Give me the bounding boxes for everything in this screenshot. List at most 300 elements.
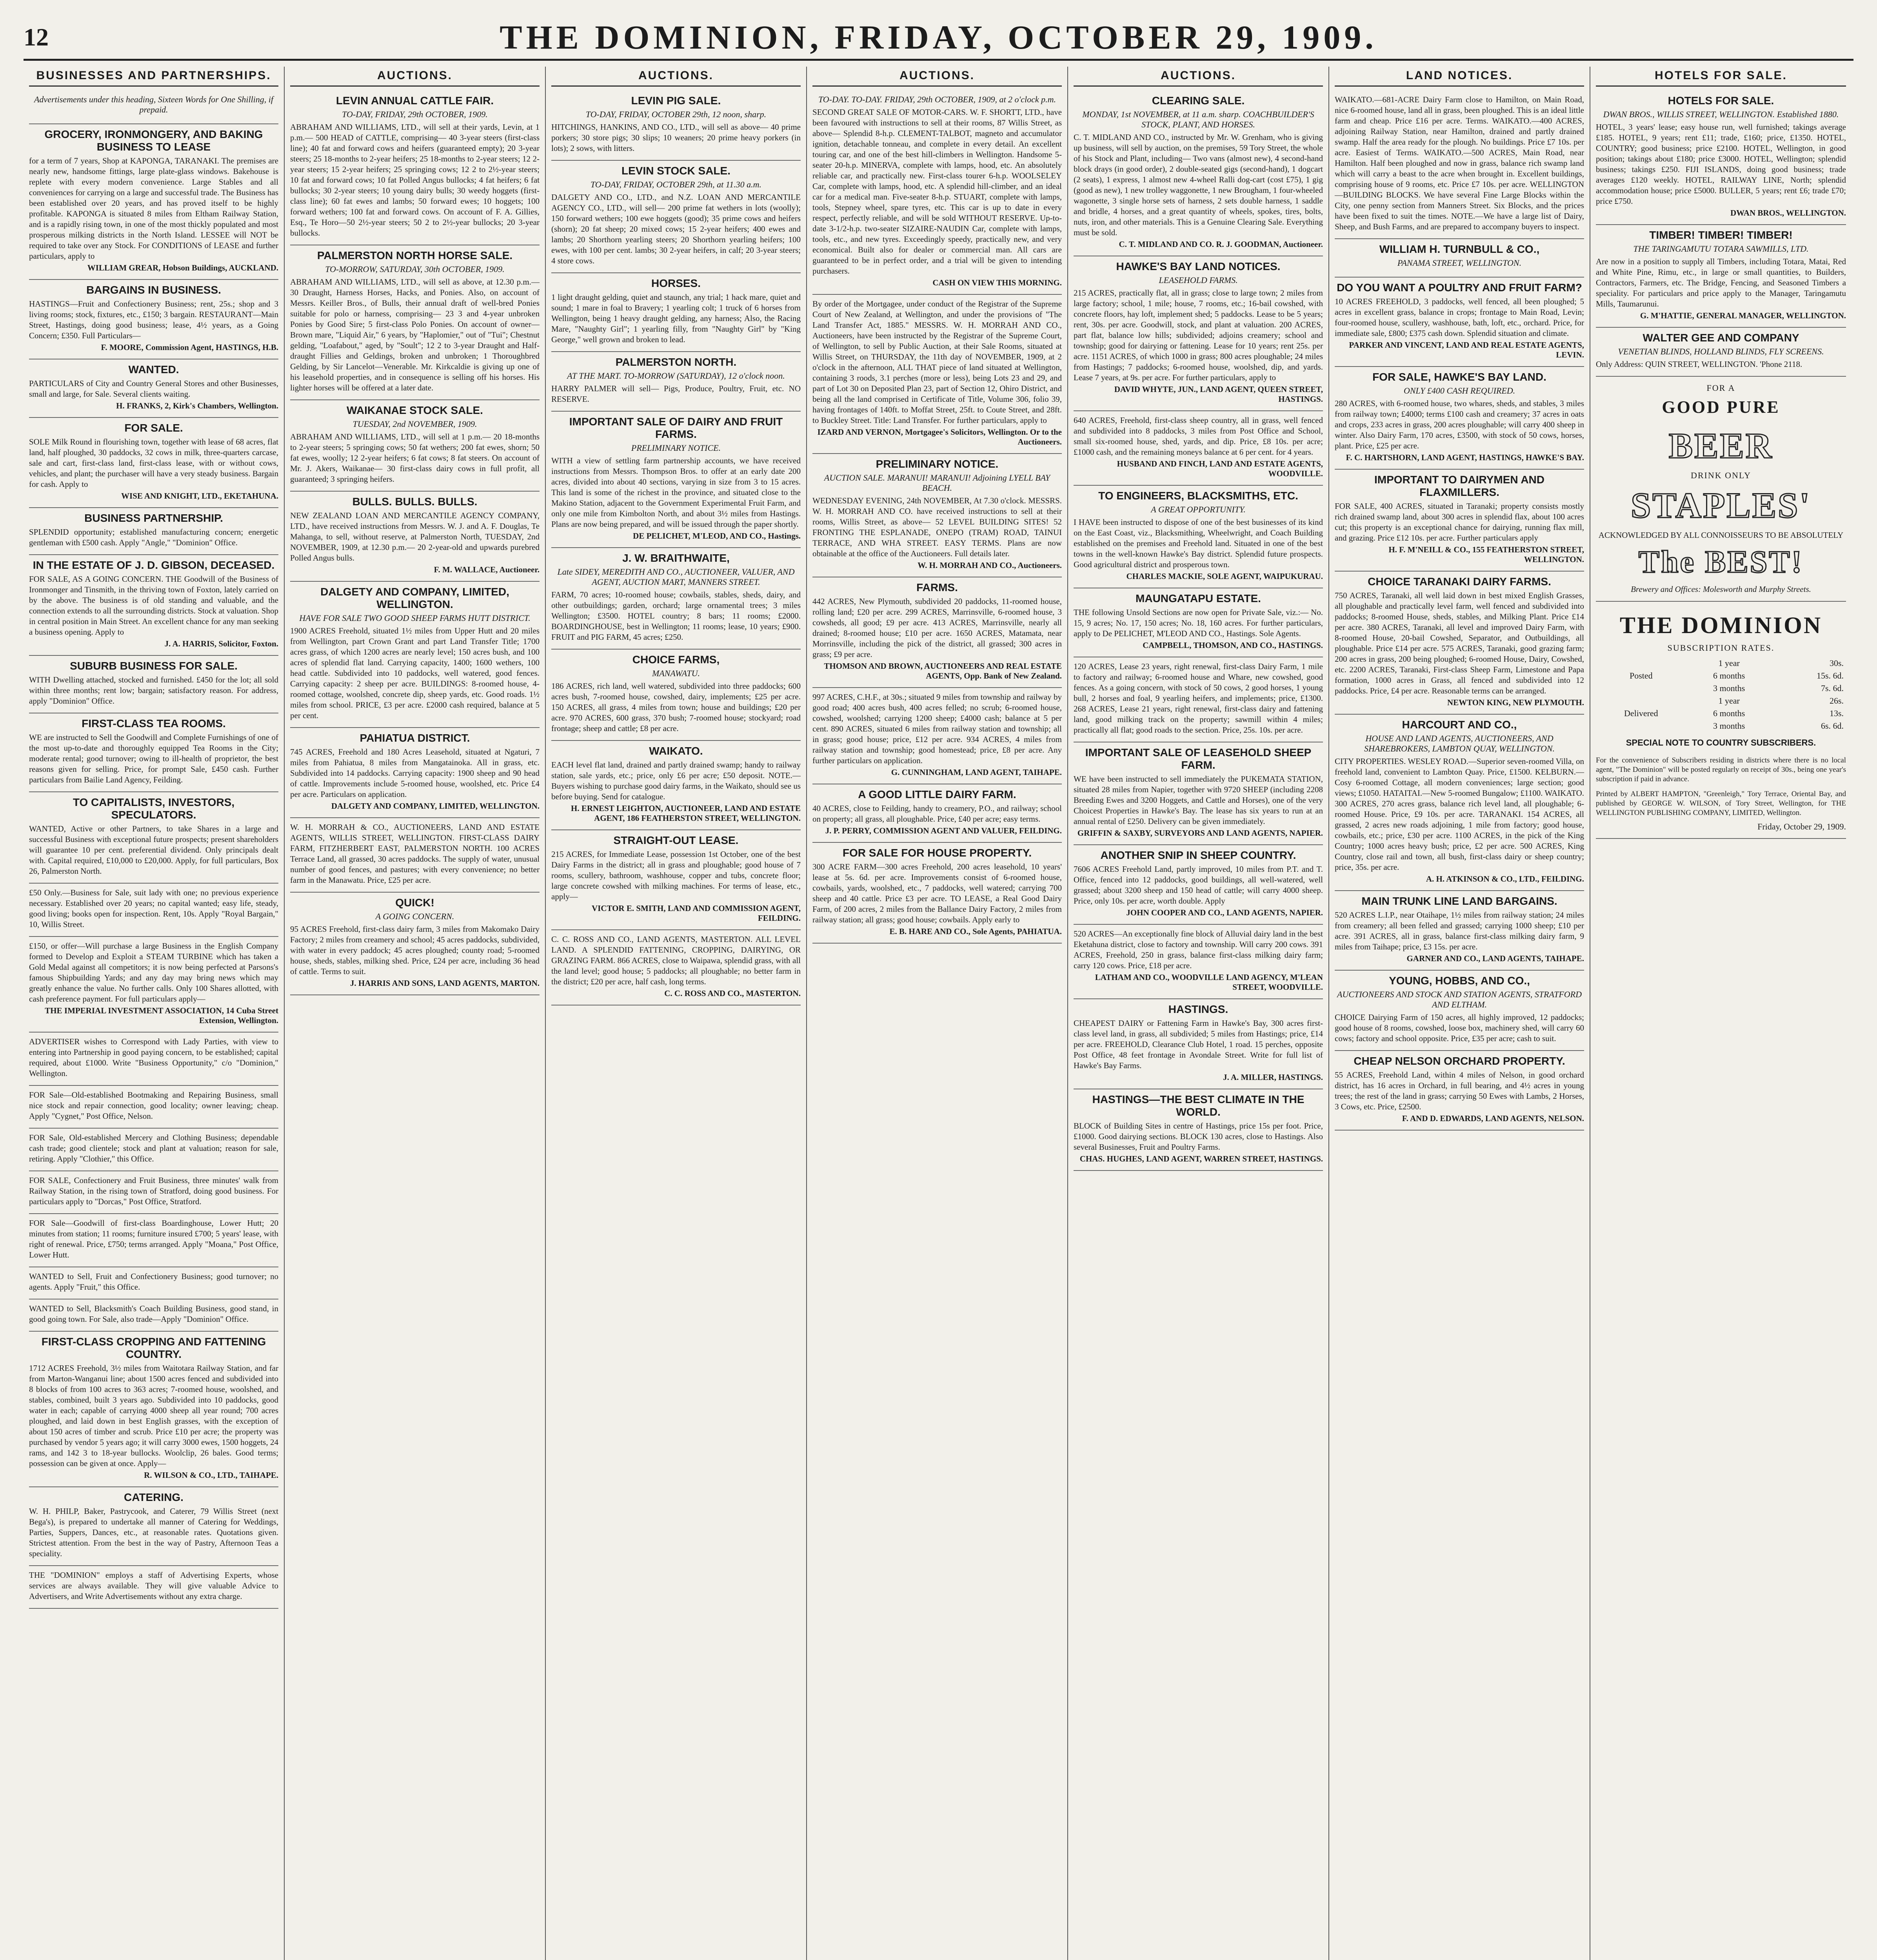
column-hotels (1590, 67, 1852, 1960)
ad-heading: CHOICE FARMS, (632, 653, 720, 666)
ad-body: 215 ACRES, for Immediate Lease, possession 1st October, one of the best Dairy Farms in the district; all in grass and ploughable; good house of 7 rooms, scullery, bathroom, washhouse, copper and tubs, concrete floor; large concrete cowshed with milking machines. For terms of lease, etc., apply— (551, 849, 801, 901)
ad-heading: FOR SALE, HAWKE'S BAY LAND. (1372, 371, 1546, 383)
ad-body: THE following Unsold Sections are now open for Private Sale, viz.:— No. 15, 9 acres; No. 17, 150 acres; No. 18, 160 acres. For further particulars, apply to De PELICHET, M'LEOD AND CO., Hastings. Sole Agents. (1074, 608, 1323, 638)
ad-heading: BULLS. BULLS. BULLS. (352, 495, 478, 508)
ad-signature: CHAS. HUGHES, LAND AGENT, WARREN STREET, HASTINGS. (1079, 1154, 1323, 1163)
ad-body: FOR Sale, Old-established Mercery and Clothing Business; dependable cash trade; good clientele; stock and plant at valuation; reason for sale, retiring. Apply "Clothier," this Office. (29, 1133, 278, 1163)
ad-signature: GARNER AND CO., LAND AGENTS, TAIHAPE. (1406, 954, 1584, 963)
column-header: AUCTIONS. (1074, 67, 1323, 87)
period-cell: 1 year (1718, 658, 1740, 668)
ad-heading: BARGAINS IN BUSINESS. (86, 284, 221, 296)
price-cell: 6s. 6d. (1821, 721, 1844, 731)
ad-heading: PALMERSTON NORTH HORSE SALE. (317, 249, 513, 261)
ad-body: 120 ACRES, Lease 23 years, right renewal, first-class Dairy Farm, 1 mile to factory and railway; 6-roomed house and Whare, new cowshed, good fences. As a going concern, with stock of 50 cows, 2 good horses, 1 young bull, 2 horses and foal, 9 yearling heifers, and implements; price, £1300. 268 ACRES, Lease 21 years, right renewal, first-class dairy and fattening land, good milking track on the property; sawmill within 4 miles; practically all flat; good roads to the section. Price, 25s. 10s. per acre. (1074, 662, 1323, 735)
column-land-notices (1329, 67, 1590, 1960)
column-auctions-4 (1068, 67, 1329, 1960)
column-container (24, 67, 1853, 1960)
ad-heading: IMPORTANT SALE OF DAIRY AND FRUIT FARMS. (569, 416, 783, 440)
page-title: THE DOMINION, FRIDAY, OCTOBER 29, 1909. (500, 18, 1377, 56)
advertisement (29, 713, 278, 792)
advertisement (290, 91, 540, 245)
advertisement (1335, 239, 1584, 278)
ad-signature: THE IMPERIAL INVESTMENT ASSOCIATION, 14 Cuba Street Extension, Wellington. (45, 1006, 278, 1025)
ad-heading: FARMS. (916, 581, 958, 593)
ad-heading: A GOOD LITTLE DAIRY FARM. (858, 788, 1016, 800)
advertisement (29, 508, 278, 555)
table-row (1596, 657, 1846, 670)
ad-body: WITH Dwelling attached, stocked and furnished. £450 for the lot; all sold within three months; rent low; bargain; satisfactory reason. For address, apply "Dominion" Office. (29, 675, 278, 706)
ad-heading: IMPORTANT TO DAIRYMEN AND FLAXMILLERS. (1374, 474, 1544, 498)
ad-body: CHEAPEST DAIRY or Fattening Farm in Hawke's Bay, 300 acres first-class level land, in grass, all subdivided; 5 miles from Hastings; price, £14 per acre. FREEHOLD, Clearance Club Hotel, 1 road. 15 perches, opposite Post Office, 48 feet frontage in Avondale Street. Write for full list of Hawke's Bay Farms. (1074, 1018, 1323, 1070)
advertisement (812, 688, 1062, 784)
ad-heading: IMPORTANT SALE OF LEASEHOLD SHEEP FARM. (1085, 746, 1312, 771)
advertisement (290, 728, 540, 818)
column-businesses (24, 67, 285, 1960)
advertisement (29, 1299, 278, 1332)
advertisement (290, 893, 540, 995)
ad-body: 280 ACRES, with 6-roomed house, two whares, sheds, and stables, 3 miles from railway town; £4000; terms £100 cash and creamery; 37 acres in oats and crops, 233 acres in grass, 200 acres ploughable; will carry 400 sheep in winter. Also Dairy Farm, 170 acres, £3500, with stock of 50 cows, horses, plant. Price, £25 per acre. (1335, 399, 1584, 450)
subscription-subtitle: SUBSCRIPTION RATES. (1667, 643, 1775, 653)
advertisement (1335, 1051, 1584, 1131)
table-row (1596, 695, 1846, 707)
ad-body: EACH level flat land, drained and partly drained swamp; handy to railway station, sale yards, etc.; price, only £6 per acre; £50 deposit. NOTE.—Buyers wishing to purchase good dairy farms, in the Waikato, should see us before buying. Send for catalogue. (551, 760, 801, 801)
ad-heading: LEVIN ANNUAL CATTLE FAIR. (336, 94, 494, 107)
ad-signature: F. C. HARTSHORN, LAND AGENT, HASTINGS, HAWKE'S BAY. (1346, 453, 1584, 462)
ad-subheading: PRELIMINARY NOTICE. (631, 443, 721, 453)
beer-line1: FOR A (1706, 383, 1735, 393)
ad-body: FOR Sale—Goodwill of first-class Boardinghouse, Lower Hutt; 20 minutes from station; 11 rooms; furniture insured £700; 5 years' lease, with right of renewal. Price, £750; terms arranged. Apply "Moana," Post Office, Lower Hutt. (29, 1218, 278, 1259)
ad-body: Only Address: QUIN STREET, WELLINGTON. 'Phone 2118. (1596, 359, 1803, 369)
price-cell: 13s. (1829, 708, 1844, 718)
advertisement (29, 792, 278, 884)
advertisement (1335, 891, 1584, 971)
ad-signature: DALGETY AND COMPANY, LIMITED, WELLINGTON. (331, 801, 540, 811)
advertisement (1335, 572, 1584, 715)
period-cell: 1 year (1718, 696, 1740, 706)
column-header: AUCTIONS. (812, 67, 1062, 87)
ad-body: By order of the Mortgagee, under conduct of the Registrar of the Supreme Court of New Zealand, at Wellington, and under the provisions of "The Land Transfer Act, 1885." MESSRS. W. H. MORRAH AND CO., Auctioneers, have been instructed by the Registrar of the Supreme Court, of Wellington, to sell by Public Auction, at their Sale Rooms, situated at Willis Street, on THURSDAY, the 11th day of NOVEMBER, 1909, at 2 o'clock in the afternoon, ALL THAT piece of land situated at Wellington, containing 3 roods, 3.1 perches (more or less), being Lots 23 and 29, and part of Lot 30 on Deposited Plan 23, part of Section 12, Ohiro District, and being all the land comprised in Certificate of Title, Volume 306, folio 39, having frontages of 140ft. to Moffat Street, 25ft. to Coute Street, and 28ft. to Buckley Street. Title: Land Transfer. For further particulars, apply to (812, 299, 1062, 425)
advertisement (29, 656, 278, 713)
ad-subheading: TO-MORROW, SATURDAY, 30th OCTOBER, 1909. (325, 264, 505, 274)
advertisement (812, 577, 1062, 688)
ad-signature: GRIFFIN & SAXBY, SURVEYORS AND LAND AGENTS, NAPIER. (1077, 828, 1323, 838)
ad-signature: H. F. M'NEILL & CO., 155 FEATHERSTON STREET, WELLINGTON. (1388, 545, 1584, 564)
advertisement (812, 295, 1062, 454)
advertisement (29, 91, 278, 124)
ad-subheading: VENETIAN BLINDS, HOLLAND BLINDS, FLY SCREENS. (1618, 347, 1824, 356)
ad-heading: YOUNG, HOBBS, AND CO., (1389, 975, 1530, 987)
ad-heading: HASTINGS—THE BEST CLIMATE IN THE WORLD. (1092, 1093, 1305, 1118)
period-cell: 6 months (1713, 671, 1745, 681)
ad-signature: H. FRANKS, 2, Kirk's Chambers, Wellington. (116, 401, 278, 410)
ad-signature: WILLIAM GREAR, Hobson Buildings, AUCKLAND. (87, 263, 278, 272)
advertisement (29, 555, 278, 656)
advertisement (29, 359, 278, 418)
ad-subheading: HOUSE AND LAND AGENTS, AUCTIONEERS, AND SHAREBROKERS, LAMBTON QUAY, WELLINGTON. (1364, 733, 1555, 753)
ad-subheading: TO-DAY. TO-DAY. FRIDAY, 29th OCTOBER, 1909, at 2 o'clock p.m. (818, 94, 1056, 104)
ad-subheading: A GOING CONCERN. (375, 911, 454, 921)
ad-body: HARRY PALMER will sell— Pigs, Produce, Poultry, Fruit, etc. NO RESERVE. (551, 384, 801, 404)
ad-body: W. H. MORRAH & CO., AUCTIONEERS, LAND AND ESTATE AGENTS, WILLIS STREET, WELLINGTON. FIRST-CLASS DAIRY FARM, FITZHERBERT EAST, PALMERSTON NORTH. 100 ACRES Terrace Land, all grassed, 30 acres paddocks. The supply of water, unusual number of good fences, and pastures; with every convenience; no better farm in the Manawatu. Price, £25 per acre. (290, 822, 540, 885)
ad-body: 40 ACRES, close to Feilding, handy to creamery, P.O., and railway; school on property; all grass, all ploughable. Price, £40 per acre; easy terms. (812, 804, 1062, 824)
ad-signature: C. C. ROSS AND CO., MASTERTON. (664, 989, 801, 998)
ad-subheading: MANAWATU. (652, 668, 700, 678)
ad-signature: E. B. HARE AND CO., Sole Agents, PAHIATUA. (889, 927, 1062, 936)
ad-subheading: A GREAT OPPORTUNITY. (1151, 505, 1246, 514)
ad-body: 442 ACRES, New Plymouth, subdivided 20 paddocks, 11-roomed house, rolling land; £20 per acre. 299 ACRES, Marrinsville, 6-roomed house, 3 cowsheds, all good; £9 per acre. 413 ACRES, Marrinsville, nearly all drained; 8-roomed house; £10 per acre. 1650 ACRES, Matamata, near Morrinsville, including the pick of the district, all grassed; 300 acres in grass; £9 per acre. (812, 597, 1062, 659)
ad-signature: DAVID WHYTE, JUN., LAND AGENT, QUEEN STREET, HASTINGS. (1114, 385, 1323, 404)
advertisement (1074, 411, 1323, 486)
beer-best: The BEST! (1638, 545, 1804, 579)
advertisement (1596, 91, 1846, 225)
column-auctions-3 (807, 67, 1068, 1960)
ad-body: ABRAHAM AND WILLIAMS, LTD., will sell at 1 p.m.— 20 18-months to 2-year steers; 5 springing cows; 50 fat wethers; 200 fat ewes, shorn; 50 fat ewes, woolly; 12 2-year heifers; 6 fat cows; 8 fat steers. On account of Mr. J. Akers, Waikanae— 30 first-class dairy cows in full profit, all guaranteed; 3 springing heifers. (290, 432, 540, 484)
ad-heading: SUBURB BUSINESS FOR SALE. (70, 660, 238, 672)
advertisement (812, 454, 1062, 577)
advertisement (1074, 925, 1323, 999)
advertisement (812, 843, 1062, 944)
ad-heading: WAIKATO. (649, 745, 703, 757)
ad-body: WITH a view of settling farm partnership accounts, we have received instructions from Messrs. Thompson Bros. to offer at an early date 200 acres, divided into about 40 sections, varying in size from 3 to 15 acres. This land is some of the richest in the province, and situated close to the Makino Station, adjacent to the Government Experimental Fruit Farm, and only one mile from Kimbolton North, and about 3½ miles from Hastings. Plans are now being prepared, and will be issued through the paper shortly. (551, 456, 801, 529)
advertisement (551, 91, 801, 161)
ad-signature: F. MOORE, Commission Agent, HASTINGS, H.B. (101, 343, 278, 352)
ad-signature: LATHAM AND CO., WOODVILLE LAND AGENCY, M'LEAN STREET, WOODVILLE. (1095, 973, 1323, 992)
ad-signature: J. A. MILLER, HASTINGS. (1223, 1073, 1323, 1082)
ad-heading: PALMERSTON NORTH. (615, 356, 737, 368)
ad-signature: J. P. PERRY, COMMISSION AGENT AND VALUER, FEILDING. (825, 826, 1062, 835)
price-cell: 30s. (1829, 658, 1844, 668)
ad-body: WAIKATO.—681-ACRE Dairy Farm close to Hamilton, on Main Road, nice 6-roomed house, land all in grass, been ploughed. This is an ideal little farm and cheap. Price £16 per acre. Terms. WAIKATO.—400 ACRES, adjoining Railway Station, near Hamilton, drained and partly drained swamp. Half the area ready for the plough. No buildings. Price £7 10s. per acre. Easiest of Terms. WAIKATO.—500 ACRES, Main Road, near Hamilton. Half been ploughed and now in grass, balance rich swamp land which will carry a beast to the acre when brought in. Excellent buildings, comprising house of 9 rooms, etc. Price £7 10s. per acre. WELLINGTON—BUILDING BLOCKS. We have several Fine Large Blocks within the City, one penny section from Manners Street. Six Blocks, and the prices have been fixed to suit the times. NOTE.—We have a large list of Dairy, Sheep, and Bush Farms, and are prepared to accompany buyers to inspect. (1335, 95, 1584, 231)
ad-body: SPLENDID opportunity; established manufacturing concern; energetic gentleman with £500 cash. Apply "Angle," "Dominion" Office. (29, 527, 278, 547)
ad-heading: WILLIAM H. TURNBULL & CO., (1379, 243, 1540, 255)
ad-body: 300 ACRE FARM—300 acres Freehold, 200 acres leasehold, 10 years' lease at 5s. 6d. per acre. Improvements consist of 6-roomed house, cowbails, yards, woolshed, etc., 7 paddocks, well watered; carrying 700 sheep and 40 cattle. Price £3 per acre. TO LEASE, a Real Good Dairy Farm, of 200 acres, 2 miles from the Ballance Dairy Factory, 2 miles from railway station; all grass; good house; cowbails. Apply early to (812, 862, 1062, 924)
ad-body: 186 ACRES, rich land, well watered, subdivided into three paddocks; 600 acres bush, 7-roomed house, cowshed, dairy, implements; £25 per acre. 150 ACRES, all grass, 4 miles from town; house and buildings; £20 per acre. 970 ACRES, 600 grass, 370 bush; 7-roomed house; stockyard; road frontage; sheep and cattle; £8 per acre. (551, 681, 801, 733)
ad-signature: IZARD AND VERNON, Mortgagee's Solicitors, Wellington. Or to the Auctioneers. (817, 427, 1062, 446)
column-header: AUCTIONS. (290, 67, 540, 87)
ad-heading: CHOICE TARANAKI DAIRY FARMS. (1368, 575, 1551, 588)
beer-ack: ACKNOWLEDGED BY ALL CONNOISSEURS TO BE ABSOLUTELY (1598, 530, 1844, 540)
advertisement (1074, 486, 1323, 588)
ad-signature: G. M'HATTIE, GENERAL MANAGER, WELLINGTON. (1640, 311, 1846, 320)
advertisement (1074, 657, 1323, 742)
ad-signature: VICTOR E. SMITH, LAND AND COMMISSION AGENT, FEILDING. (591, 904, 801, 923)
ad-heading: WANTED. (128, 363, 179, 376)
ad-subheading: TO-DAY, FRIDAY, OCTOBER 29th, 12 noon, sharp. (585, 109, 767, 119)
ad-body: 55 ACRES, Freehold Land, within 4 miles of Nelson, in good orchard district, has 16 acres in Orchard, in full bearing, and 4½ acres in young trees; the rest of the land in grass; carrying 50 Ewes with Lambs, 2 Horses, 3 Cows, etc. Price, £2500. (1335, 1070, 1584, 1111)
ad-signature: F. M. WALLACE, Auctioneer. (434, 565, 540, 574)
advertisement (1074, 256, 1323, 411)
ad-body: 1 light draught gelding, quiet and staunch, any trial; 1 hack mare, quiet and sound; 1 mare in foal to Bravery; 1 yearling colt; 1 truck of 6 horses from Wellington, being 1 heavy draught gelding, any harness; Also, the Racing Mare, "Naughty Girl"; 1 yearling filly, from "Naughty Girl" by "King George," well grown and broken to lead. (551, 292, 801, 344)
ad-body: WANTED, Active or other Partners, to take Shares in a large and successful Business with exceptional future prospects; present shareholders will guarantee 10 per cent. preferential dividend. Only principals dealt with. Capital required, £10,000 to £20,000. Apply, for full particulars, Box 26, Palmerston North. (29, 824, 278, 876)
advertisement (1074, 588, 1323, 657)
ad-heading: PRELIMINARY NOTICE. (876, 458, 999, 470)
advertisement (290, 400, 540, 492)
ad-body: C. T. MIDLAND AND CO., instructed by Mr. W. Grenham, who is giving up business, will sell by auction, on the premises, 59 Tory Street, the whole of his Stock and Plant, including— Two vans (almost new), 4 second-hand block drays (in good order), 2 double-seated gigs (second-hand), 1 dogcart (2 seats), 1 express, 1 almost new 4-wheel Ralli dog-cart (cost £75), 1 gig (good as new), 1 new trolley waggonette, 1 new Brougham, 1 four-wheeled wagonette, 3 single horse sets of harness, 2 sets double harness, 1 saddle and bridle, 4 horses, and a great quantity of wheels, spokes, tires, bolts, nuts, iron, and other materials. This is a Genuine Clearing Sale. Everything must be sold. (1074, 132, 1323, 237)
ad-subheading: HAVE FOR SALE TWO GOOD SHEEP FARMS HUTT DISTRICT. (299, 613, 531, 623)
special-note-heading: SPECIAL NOTE TO COUNTRY SUBSCRIBERS. (1626, 738, 1816, 748)
beer-drink-only: DRINK ONLY (1690, 470, 1752, 480)
ad-heading: STRAIGHT-OUT LEASE. (613, 834, 739, 846)
ad-signature: R. WILSON & CO., LTD., TAIHAPE. (144, 1470, 278, 1480)
advertisement (1335, 470, 1584, 572)
advertisement (29, 1487, 278, 1566)
ad-subheading: AUCTION SALE. MARANUI! MARANUI! Adjoining LYELL BAY BEACH. (824, 473, 1050, 493)
advertisement (812, 91, 1062, 295)
ad-body: THE "DOMINION" employs a staff of Advertising Experts, whose services are always available. They will give valuable Advice to Advertisers, and Write Advertisements without any extra charge. (29, 1570, 278, 1601)
advertisement (29, 1033, 278, 1086)
advertisement (551, 161, 801, 273)
ad-body: C. C. ROSS AND CO., LAND AGENTS, MASTERTON. ALL LEVEL LAND. A SPLENDID FATTENING, CROPPING, DAIRYING, OR GRAZING FARM. 866 ACRES, close to Waipawa, splendid grass, with all the land level; good house; 5 paddocks; all ploughable; no better farm in the district; £20 per acre, half cash, long terms. (551, 935, 801, 986)
ad-body: 1900 ACRES Freehold, situated 1½ miles from Upper Hutt and 20 miles from Wellington, part Crown Grant and part Land Transfer Title; 1700 acres grass, of which 1200 acres are nearly level; 150 acres bush, and 100 acres of splendid flat land. Carrying capacity, 1400; 1600 wethers, 100 head cattle. Subdivided into 10 paddocks, well watered, good fences. Carrying capacity: 2 sheep per acre. BUILDINGS: 8-roomed house, 4-roomed cottage, woolshed, concrete dip, sheep yards, etc. Good roads. 1½ miles from school. PRICE, £3 per acre. £2000 cash required, balance at 5 per cent. (290, 626, 540, 720)
period-cell: 6 months (1713, 708, 1745, 718)
ad-heading: J. W. BRAITHWAITE, (622, 552, 730, 564)
ad-subheading: LEASEHOLD FARMS. (1159, 275, 1238, 285)
advertisement (551, 548, 801, 650)
advertisement (290, 582, 540, 728)
ad-heading: HAWKE'S BAY LAND NOTICES. (1116, 260, 1281, 272)
ad-body: CHOICE Dairying Farm of 150 acres, all highly improved, 12 paddocks; good house of 8 rooms, cowshed, loose box, machinery shed, will carry 60 cows; factory and school opposite. Price, £35 per acre; cash to suit. (1335, 1013, 1584, 1043)
ad-heading: HOTELS FOR SALE. (1668, 94, 1774, 107)
advertisement (29, 1171, 278, 1214)
ad-heading: DO YOU WANT A POULTRY AND FRUIT FARM? (1337, 281, 1582, 294)
advertisement (551, 741, 801, 830)
ad-heading: TO ENGINEERS, BLACKSMITHS, ETC. (1098, 490, 1298, 502)
ad-signature: JOHN COOPER AND CO., LAND AGENTS, NAPIER. (1126, 908, 1323, 917)
ad-signature: G. CUNNINGHAM, LAND AGENT, TAIHAPE. (891, 768, 1062, 777)
advertisement (29, 1086, 278, 1129)
advertisement (1335, 971, 1584, 1051)
ad-signature: C. T. MIDLAND AND CO. R. J. GOODMAN, Auctioneer. (1119, 240, 1323, 249)
advertisement (1596, 328, 1846, 377)
ad-heading: HASTINGS. (1168, 1003, 1228, 1015)
period-cell: 3 months (1713, 721, 1745, 731)
advertisement (29, 1214, 278, 1267)
ad-heading: HARCOURT AND CO., (1402, 719, 1517, 731)
ad-body: ADVERTISER wishes to Correspond with Lady Parties, with view to entering into Partnership in good paying concern, to be established; capital required, about £1000. Write "Business Opportunity," c/o "Dominion," Wellington. (29, 1037, 278, 1078)
masthead (24, 16, 1853, 61)
advertisement (1596, 225, 1846, 328)
page-number: 12 (24, 23, 49, 51)
ad-body: FOR Sale—Old-established Bootmaking and Repairing Business, small nice stock and repair connection, good locality; owner leaving; cheap. Apply "Cygnet," Post Office, Nelson. (29, 1090, 278, 1121)
ad-heading: CHEAP NELSON ORCHARD PROPERTY. (1354, 1055, 1565, 1067)
advertisement (551, 830, 801, 930)
ad-body: W. H. PHILP, Baker, Pastrycook, and Caterer, 79 Willis Street (next Bega's), is prepared to undertake all manner of Catering for Weddings, Parties, Suppers, Dances, etc., at reasonable rates. Quotations given. Strictest attention. From the best in the way of Pastry, Afternoon Teas a speciality. (29, 1506, 278, 1558)
ad-signature: H. ERNEST LEIGHTON, AUCTIONEER, LAND AND ESTATE AGENT, 186 FEATHERSTON STREET, WELLINGTON. (571, 804, 801, 823)
advertisement (812, 784, 1062, 843)
ad-heading: FIRST-CLASS CROPPING AND FATTENING COUNTRY. (41, 1336, 266, 1360)
ad-body: SOLE Milk Round in flourishing town, together with lease of 68 acres, flat land, half ploughed, 30 paddocks, 32 cows in milk, three-quarters carcase, sale and cart, first-class land, first-class lease, with or without cows, vehicles, and plant; the purchaser will have a very steady business. Bargain for cash. Apply to (29, 437, 278, 489)
period-cell: 3 months (1713, 683, 1745, 693)
advertisement (290, 492, 540, 582)
advertisement (290, 245, 540, 400)
ad-body: WEDNESDAY EVENING, 24th NOVEMBER, At 7.30 o'clock. MESSRS. W. H. MORRAH AND CO. have received instructions to sell at their rooms, Willis Street, as above— 52 LEVEL BUILDING SITES! 52 FRONTING THE ESPLANADE, ONEPO (TRAM) ROAD, TAINUI TERRACE, AND WHA STREET. EASY TERMS. Plans are now obtainable at the office of the Auctioneers. Full details later. (812, 496, 1062, 558)
ad-heading: WALTER GEE AND COMPANY (1643, 332, 1799, 344)
ad-subheading: DWAN BROS., WILLIS STREET, WELLINGTON. Established 1880. (1603, 109, 1839, 119)
ad-signature: THOMSON AND BROWN, AUCTIONEERS AND REAL ESTATE AGENTS, Opp. Bank of New Zealand. (824, 661, 1062, 681)
column-header: HOTELS FOR SALE. (1596, 67, 1846, 87)
ad-body: BLOCK of Building Sites in centre of Hastings, price 15s per foot. Price, £1000. Good dairying sections. BLOCK 130 acres, close to Hastings. Also several Businesses, Fruit and Poultry Farms. (1074, 1121, 1323, 1152)
ad-body: 7606 ACRES Freehold Land, partly improved, 10 miles from P.T. and T. Office, fenced into 12 paddocks, good buildings, all well-watered, well grassed; about 3200 sheep and 150 head of cattle; will carry 4000 sheep. Price, only 10s. per acre, worth double. Apply (1074, 864, 1323, 906)
advertisement (290, 818, 540, 893)
ad-signature: CAMPBELL, THOMSON, AND CO., HASTINGS. (1143, 641, 1323, 650)
ad-signature: J. A. HARRIS, Solicitor, Foxton. (164, 639, 278, 648)
ad-body: HASTINGS—Fruit and Confectionery Business; rent, 25s.; shop and 3 living rooms; stock, fixtures, etc., £150; 3 bargain. RESTAURANT—Main Street, Hastings, doing good business; lease, 4½ years, as a Going Concern; £350. Full Particulars— (29, 299, 278, 340)
advertisement (29, 1267, 278, 1299)
posted-label: Posted (1629, 671, 1653, 681)
staples-beer-ad (1596, 377, 1846, 602)
ad-heading: ANOTHER SNIP IN SHEEP COUNTRY. (1100, 849, 1296, 861)
advertisement (551, 930, 801, 1005)
ad-heading: FOR SALE FOR HOUSE PROPERTY. (842, 847, 1032, 859)
ad-body: HITCHINGS, HANKINS, AND CO., LTD., will sell as above— 40 prime porkers; 30 store pigs; 30 slips; 10 weaners; 20 prime heavy porkers (in lots); 2 sows, with litters. (551, 122, 801, 153)
advertisement (1074, 742, 1323, 845)
ad-subheading: AUCTIONEERS AND STOCK AND STATION AGENTS, STRATFORD AND ELTHAM. (1337, 989, 1582, 1009)
column-auctions-1 (285, 67, 546, 1960)
ad-subheading: AT THE MART. TO-MORROW (SATURDAY), 12 o'clock noon. (567, 371, 785, 381)
ad-subheading: MONDAY, 1st NOVEMBER, at 11 a.m. sharp. COACHBUILDER'S STOCK, PLANT, AND HORSES. (1082, 109, 1314, 129)
ad-signature: F. AND D. EDWARDS, LAND AGENTS, NELSON. (1402, 1114, 1584, 1123)
advertisement (29, 937, 278, 1033)
ad-subheading: PANAMA STREET, WELLINGTON. (1397, 258, 1522, 268)
ad-body: £150, or offer—Will purchase a large Business in the English Company formed to Develop and Exploit a STEAM TURBINE which has taken a Gold Medal against all competitors; it is now being perfected at Parsons's famous Shipbuilding Yards; and any day may bring news which may greatly enhance the value. No further calls. Only 100 Shares allotted, with cash preference payment. For full particulars apply— (29, 941, 278, 1004)
ad-body: FOR SALE, AS A GOING CONCERN. THE Goodwill of the Business of Ironmonger and Tinsmith, in the thriving town of Foxton, lately carried on by the above. The business is of old standing and valuable, and the connection extends to all the surrounding districts. Stock at valuation. Shop in central position in Main Street. An excellent chance for any man seeking a business opening. Apply to (29, 574, 278, 637)
ad-heading: PAHIATUA DISTRICT. (360, 732, 470, 744)
ad-subheading: Advertisements under this heading, Sixteen Words for One Shilling, if prepaid. (34, 94, 274, 114)
ad-heading: CATERING. (124, 1491, 184, 1503)
ad-body: 745 ACRES, Freehold and 180 Acres Leasehold, situated at Ngaturi, 7 miles from Pahiatua, 8 miles from Mangatainoka. All in grass, etc. Subdivided into 14 paddocks. Carrying capacity: 1900 sheep and 90 head of cattle. Improvements include 5-roomed house, woolshed, etc. Price £4 per acre. Particulars on application. (290, 747, 540, 799)
ad-heading: TO CAPITALISTS, INVESTORS, SPECULATORS. (73, 796, 235, 821)
ad-body: ABRAHAM AND WILLIAMS, LTD., will sell at their yards, Levin, at 1 p.m.— 500 HEAD of CATTLE, comprising— 40 3-year steers (first-class line); 40 fat and forward cows and heifers (guaranteed empty); 20 3-year steers; 25 18-months to 2-year heifers; 25 18-months to 2-year steers; 12 2-year steers; 15 2-year heifers; 25 springing cows; 12 2 to 2½-year steers; 10 fat and forward cows; 10 fat Polled Angus bullocks; 4 fat heifers; 6 fat bullocks; 30 2-year steers; 10 young dairy bulls; 30 weedy hoggets (first-class line); 60 fat ewes and lambs; 50 forward ewes; 10 hoggets; 100 forward wethers; 100 fat and forward cows. On account of F. A. Gillies, Esq., Te Horo—50 2½-year steers; 50 2 to 2½-year bullocks; 20 3-year bullocks. (290, 122, 540, 238)
ad-heading: HORSES. (651, 277, 701, 289)
ad-heading: DALGETY AND COMPANY, LIMITED, WELLINGTON. (320, 586, 509, 610)
advertisement (29, 1129, 278, 1171)
ad-body: 750 ACRES, Taranaki, all well laid down in best mixed English Grasses, all ploughable and practically level farm, well fenced and subdivided into paddocks; 8-roomed House, sheds, stables, and Milking Plant. Price £14 per acre. 380 ACRES, Taranaki, all level and improved Dairy Farm, with 8-roomed House, 20-bail Cowshed, Separator, and Outbuildings, all ploughable. Price £14 per acre. 575 ACRES, Taranaki, good grazing farm; 200 acres in grass, 200 being ploughed; 6-roomed House, Dairy, Cowshed, etc. 2200 ACRES, Taranaki, First-class Sheep Farm, Limestone and Papa formation, 1000 acres in Grass, all fenced and subdivided into 12 paddocks. Price, £4 per acre. Reasonable terms can be arranged. (1335, 591, 1584, 695)
ad-heading: QUICK! (395, 897, 434, 909)
ad-subheading: ONLY £400 CASH REQUIRED. (1403, 386, 1515, 396)
advertisement (29, 124, 278, 280)
advertisement (1335, 367, 1584, 470)
ad-body: 520 ACRES L.I.P., near Otaihape, 1½ miles from railway station; 24 miles from creamery; all been felled and grassed; carrying 1000 sheep; £10 per acre. 391 ACRES, all in grass, balance first-class milking dairy farm, 9 miles from Taihape; price, £3 15s. per acre. (1335, 910, 1584, 951)
ad-body: 10 ACRES FREEHOLD, 3 paddocks, well fenced, all been ploughed; 5 acres in excellent grass, balance in crops; frontage to Main Road, Levin; four-roomed house, scullery, washhouse, bath, loft, etc., orchard. Price, for immediate sale, £800; £375 cash down. Splendid situation and climate. (1335, 297, 1584, 338)
subscription-box (1596, 602, 1846, 839)
imprint: Printed by ALBERT HAMPTON, "Greenleigh," Tory Terrace, Oriental Bay, and published by GEORGE W. WILSON, of Tory Street, Wellington, for THE WELLINGTON PUBLISHING COMPANY, LIMITED, Wellington. (1596, 790, 1846, 817)
special-note-body: For the convenience of Subscribers residing in districts where there is no local agent, "The Dominion" will be posted regularly on receipt of 30s., being one year's subscription if paid in advance. (1596, 756, 1846, 783)
advertisement (29, 1566, 278, 1609)
ads-list (1596, 91, 1846, 377)
ad-body: 95 ACRES Freehold, first-class dairy farm, 3 miles from Makomako Dairy Factory; 2 miles from creamery and school; 45 acres paddocks, subdivided, with water in every paddock; 45 acres ploughed; county road; 5-roomed house, sheds, stables, milking shed. Price, £24 per acre, including 36 head of cattle. Terms to suit. (290, 924, 540, 976)
ad-heading: MAUNGATAPU ESTATE. (1136, 592, 1261, 604)
ad-heading: GROCERY, IRONMONGERY, AND BAKING BUSINESS TO LEASE (44, 128, 263, 153)
ad-body: 1712 ACRES Freehold, 3½ miles from Waitotara Railway Station, and far from Marton-Wanganui line; about 1500 acres fenced and subdivided into 8 blocks of from 100 acres to 363 acres; 7-roomed house, woolshed, and stables, combined, built 3 years ago. Subdivided into 10 paddocks, good water in each; capable of carrying 4000 sheep all year round; 700 acres ploughed, and laid down in best English grasses, with the exception of about 150 acres of timber and scrub. Price £10 per acre; the property was purchased by vendor 5 years ago; it will carry 3000 ewes, 1500 hoggets, 24 rams, and 142 3 to 18-year bullocks. Woolclip, 26 bales. Good terms; possession can be given at once. Apply— (29, 1363, 278, 1468)
advertisement (1074, 845, 1323, 925)
ad-heading: WAIKANAE STOCK SALE. (347, 404, 483, 416)
ad-signature: WISE AND KNIGHT, LTD., EKETAHUNA. (121, 491, 278, 501)
ad-body: NEW ZEALAND LOAN AND MERCANTILE AGENCY COMPANY, LTD., have received instructions from Messrs. W. J. and A. F. Douglas, Te Mahanga, to sell, without reserve, at Palmerston North, TUESDAY, 2nd NOVEMBER, 1909, at 12.30 p.m.— 20 2-year-old and upwards purebred Polled Angus bulls. (290, 511, 540, 563)
advertisement (551, 273, 801, 352)
ad-signature: J. HARRIS AND SONS, LAND AGENTS, MARTON. (350, 978, 540, 988)
ad-body: 997 ACRES, C.H.F., at 30s.; situated 9 miles from township and railway by good road; 400 acres bush, 400 acres felled; no scrub; 6-roomed house, cowshed, woolshed; carrying 1200 sheep; £4000 cash; balance at 5 per cent. 890 ACRES, situated 6 miles from railway station and township; all in grass; good house; price, £12 per acre. 934 ACRES, 4 miles from railway station and township; good homestead; price, £8 per acre. Any further particulars on application. (812, 692, 1062, 765)
ad-body: I HAVE been instructed to dispose of one of the best businesses of its kind on the East Coast, viz., Blacksmithing, Wheelwright, and Coach Building established on the premises and Freehold land. Situated in one of the best towns in the well-known Hawke's Bay district. Splendid future prospects. Good agricultural district and prosperous town. (1074, 517, 1323, 569)
ad-body: WE have been instructed to sell immediately the PUKEMATA STATION, situated 28 miles from Napier, together with 9720 SHEEP (including 2208 Breeding Ewes and 3200 Hoggets, and Cattle and Horses), one of the very Choicest Properties in Hawke's Bay. The lease has six years to run at an annual rental of £250. Delivery can be given immediately. (1074, 774, 1323, 826)
advertisement (1074, 999, 1323, 1089)
ad-subheading: TO-DAY, FRIDAY, OCTOBER 29th, at 11.30 a.m. (591, 180, 761, 189)
ad-heading: LEVIN PIG SALE. (631, 94, 721, 107)
ad-subheading: TUESDAY, 2nd NOVEMBER, 1909. (353, 419, 477, 429)
ad-signature: NEWTON KING, NEW PLYMOUTH. (1447, 698, 1584, 707)
ad-body: WE are instructed to Sell the Goodwill and Complete Furnishings of one of the most up-to-date and thoroughly equipped Tea Rooms in the City; moderate rental; good turnover; owing to ill-health of proprietor, the best reasons given for selling. Price, for prompt Sale, £450 cash. Further particulars from Bailie Land Agency, Feilding. (29, 733, 278, 784)
price-cell: 7s. 6d. (1821, 683, 1844, 693)
ad-heading: FIRST-CLASS TEA ROOMS. (82, 717, 226, 730)
ad-subheading: THE TARINGAMUTU TOTARA SAWMILLS, LTD. (1633, 244, 1809, 254)
ad-body: CITY PROPERTIES. WESLEY ROAD.—Superior seven-roomed Villa, on freehold land, convenient to Lambton Quay. Price, £1500. KELBURN.—Cosy 6-roomed Cottage, all modern conveniences; large section; good views; £1050. HATAITAI.—New 5-roomed Bungalow; £1100. WAIKATO. 300 ACRES, 270 acres grass, balance rich level land, all ploughable; 6-roomed House. Price, £9 10s. per acre. TARANAKI. 154 ACRES, all grassed, 2 acres new roads adjoining, 1 mile from factory; good house, cowbails, etc.; price, £30 per acre. 1100 ACRES, in the pick of the King Country; 1000 acres heavy bush; price, £2 per acre. 500 ACRES, King Country, close rail and town, all bush, first-class dairy or sheep country; price, 35s. per acre. (1335, 757, 1584, 872)
ad-subheading: Late SIDEY, MEREDITH AND CO., AUCTIONEER, VALUER, AND AGENT, AUCTION MART, MANNERS STREET. (557, 567, 795, 587)
price-cell: 15s. 6d. (1816, 671, 1844, 681)
delivered-label: Delivered (1624, 708, 1658, 718)
ad-heading: MAIN TRUNK LINE LAND BARGAINS. (1361, 895, 1557, 907)
ad-body: 215 ACRES, practically flat, all in grass; close to large town; 2 miles from large factory; school, 1 mile; house, 7 rooms, etc.; 16-bail cowshed, with concrete floors, hay loft, implement shed; 5 paddocks. Lease to be 5 years; rent, 30s. per acre. Goodwill, stock, and plant at valuation. 200 ACRES, part flat, balance low hills; subdivided; adjoins creamery; school and township; good for dairying or fattening. Lease for 10 years; rent 25s. per acre. 1151 ACRES, of which 1000 in grass; 800 acres ploughable; 24 miles from Hastings; 7 paddocks; 6-roomed house, woolshed, dip, and yards. Lease 7 years, at 9s. per acre. For further particulars, apply to (1074, 288, 1323, 382)
ad-body: £50 Only.—Business for Sale, suit lady with one; no previous experience necessary. Established over 20 years; no capital wanted; easy life, steady, good living; books open for inspection. Rent, 10s. Apply "Royal Bargain," 10, Willis Street. (29, 888, 278, 929)
ad-heading: CLEARING SALE. (1152, 94, 1245, 107)
column-auctions-2 (546, 67, 807, 1960)
advertisement (1335, 278, 1584, 367)
ad-heading: LEVIN STOCK SALE. (621, 165, 730, 177)
ad-body: WANTED to Sell, Blacksmith's Coach Building Business, good stand, in good going town. For Sale, also trade—Apply "Dominion" Office. (29, 1304, 278, 1324)
ad-body: SECOND GREAT SALE OF MOTOR-CARS. W. F. SHORTT, LTD., have been favoured with instructions to sell at their rooms, 87 Willis Street, as above— Splendid 8-h.p. CLEMENT-TALBOT, magneto and accumulator ignition, detachable tonneau, and complete in every detail. An excellent touring car, and one of the best hill-climbers in Wellington. Handsome 5-seater 20-h.p. MINERVA, complete with lamps, hood, etc. An absolutely reliable car, and practically new. First-class tourer 6-h.p. WOOLSELEY Car, complete with lamps, hood, etc. A splendid hill-climber, and an ideal car for a medical man. Five-seater 8-h.p. STUART, complete with lamps, tools, Stepney wheel, spare tyres, etc. This car is up to date in every respect, perfectly reliable, and will be sold WITHOUT RESERVE. Up-to-date 3-1/2-h.p. two-seater SIZAIRE-NAUDIN Car, complete with lamps, tools, etc., and new tyres. Exceedingly speedy, practically new, and very economical. Built also for dealer or commercial man. All cars are guaranteed to be in perfect order, and a trial will be given to intending purchasers. (812, 107, 1062, 276)
advertisement (29, 1332, 278, 1487)
beer-brewery: Brewery and Offices: Molesworth and Murphy Streets. (1631, 584, 1811, 594)
subscription-title: THE DOMINION (1619, 612, 1822, 638)
ad-body: Are now in a position to supply all Timbers, including Totara, Matai, Red and White Pine, Rimu, etc., in large or small quantities, to Builders, Contractors, Farmers, etc. The Bridge, Fencing, and Seasoned Timbers a speciality. For particulars and price apply to the Manager, Taringamutu Mills, Taumarunui. (1596, 257, 1846, 309)
ad-body: for a term of 7 years, Shop at KAPONGA, TARANAKI. The premises are nearly new, handsome fittings, large plate-glass windows. Bakehouse is replete with every modern convenience. Large Stables and all conveniences for carrying on a large and successful trade. The Business has been established over 20 years, and has proved itself to be highly profitable. KAPONGA is situated 8 miles from Eltham Railway Station, and is a rapidly rising town, in one of the most thickly populated and most prosperous milking districts in the North Island. LESSEE will NOT be required to take over any Stock. For CONDITIONS of LEASE and further particulars, apply to (29, 156, 279, 261)
column-header: AUCTIONS. (551, 67, 801, 87)
column-header: BUSINESSES AND PARTNERSHIPS. (29, 67, 278, 87)
ad-body: HOTEL, 3 years' lease; easy house run, well furnished; takings average £185. HOTEL, 9 years; rent £11; trade, £160; price, £1350. HOTEL, COUNTRY; good business; price £2100. HOTEL, Wellington, in good position; takings about £180; price £3000. HOTEL, Wellington; splendid business; takings £250. FIJI ISLANDS, doing good business; trade averages £120 weekly. HOTEL, RAILWAY LINE, North; splendid accommodation house; price £5000. BULLER, 5 years; rent £6; trade £70; price £750. (1596, 122, 1846, 206)
advertisement (551, 412, 801, 548)
ad-body: PARTICULARS of City and Country General Stores and other Businesses, small and large, for Sale. Several clients waiting. (29, 379, 278, 399)
advertisement (29, 418, 278, 508)
advertisement (29, 884, 278, 937)
advertisement (551, 650, 801, 741)
imprint-date: Friday, October 29, 1909. (1757, 822, 1846, 831)
ad-heading: TIMBER! TIMBER! TIMBER! (1649, 229, 1793, 241)
price-cell: 26s. (1829, 696, 1844, 706)
ad-heading: BUSINESS PARTNERSHIP. (84, 512, 223, 524)
advertisement (1074, 91, 1323, 256)
ad-body: FARM, 70 acres; 10-roomed house; cowbails, stables, sheds, dairy, and other outbuildings; garden, orchard; large ornamental trees; 3 miles Wellington; £3500. HOTEL country; 8 bars; 11 rooms; £2000. BOARDINGHOUSE, best in Wellington; 11 rooms; lease, 10 years; £900. FRUIT and PIG FARM, 45 acres; £250. (551, 590, 801, 642)
ad-subheading: TO-DAY, FRIDAY, 29th OCTOBER, 1909. (342, 109, 488, 119)
advertisement (1335, 91, 1584, 239)
ad-heading: IN THE ESTATE OF J. D. GIBSON, DECEASED. (33, 559, 275, 571)
advertisement (1074, 1089, 1323, 1171)
advertisement (551, 352, 801, 412)
beer-word: BEER (1668, 426, 1773, 466)
ad-signature: W. H. MORRAH AND CO., Auctioneers. (918, 561, 1062, 570)
subscription-table (1596, 657, 1846, 732)
advertisement (29, 280, 278, 359)
ad-heading: FOR SALE. (124, 422, 183, 434)
ad-signature: CASH ON VIEW THIS MORNING. (932, 278, 1062, 287)
beer-good-pure: GOOD PURE (1662, 397, 1780, 417)
column-header: LAND NOTICES. (1335, 67, 1584, 87)
ad-body: ABRAHAM AND WILLIAMS, LTD., will sell as above, at 12.30 p.m.— 30 Draught, Harness Horses, Hacks, and Ponies. Also, on account of Messrs. Keiller Bros., of Bulls, their annual draft of well-bred Ponies suitable for polo or harness, comprising— 23 3 and 4-year unbroken Ponies by Good Sire; 5 first-class Polo Ponies. On account of owner— Brown mare, "Liquid Air," 6 years, by "Haplomier," out of "Tui"; Chestnut gelding, "Loafabout," aged, by "Soult"; 12 2 to 3-year Draught and Half-draught Fillies and Geldings, broken and unbroken; 1 Thoroughbred Gelding, by Sir Lancelot—Venerable. Mr. Kirkcaldie is giving up one of his leasehold properties, and in consequence is selling off his horses. His lighter horses will be offered at a later date. (290, 277, 540, 392)
ad-body: WANTED to Sell, Fruit and Confectionery Business; good turnover; no agents. Apply "Fruit," this Office. (29, 1272, 278, 1292)
ad-body: FOR SALE, Confectionery and Fruit Business, three minutes' walk from Railway Station, in the rising town of Stratford, doing good business. For particulars apply to "Dorcas," Post Office, Stratford. (29, 1176, 278, 1206)
beer-staples: STAPLES' (1631, 485, 1811, 525)
ad-body: 520 ACRES—An exceptionally fine block of Alluvial dairy land in the best Eketahuna district, close to factory and township. Will carry 200 cows. 391 ACRES, Freehold, 250 in grass, balance first-class milking dairy farm; carry 120 cows. Price, £18 per acre. (1074, 929, 1323, 970)
ad-signature: DWAN BROS., WELLINGTON. (1730, 208, 1846, 218)
ad-signature: DE PELICHET, M'LEOD, AND CO., Hastings. (633, 531, 801, 541)
ad-body: DALGETY AND CO., LTD., and N.Z. LOAN AND MERCANTILE AGENCY CO., LTD., will sell— 200 prime fat wethers in lots (woolly); 150 forward wethers; 100 ewe hoggets (good); 35 prime cows and heifers (shorn); 20 fat sheep; 20 mixed cows; 15 2-year heifers; 400 ewes and lambs; 20 Shorthorn yearling steers; 20 Shorthorn yearling heifers; 100 ewes, with 100 per cent. lambs; 30 2-year heifers, in calf; 20 3-year steers; 4 store cows. (551, 192, 801, 265)
